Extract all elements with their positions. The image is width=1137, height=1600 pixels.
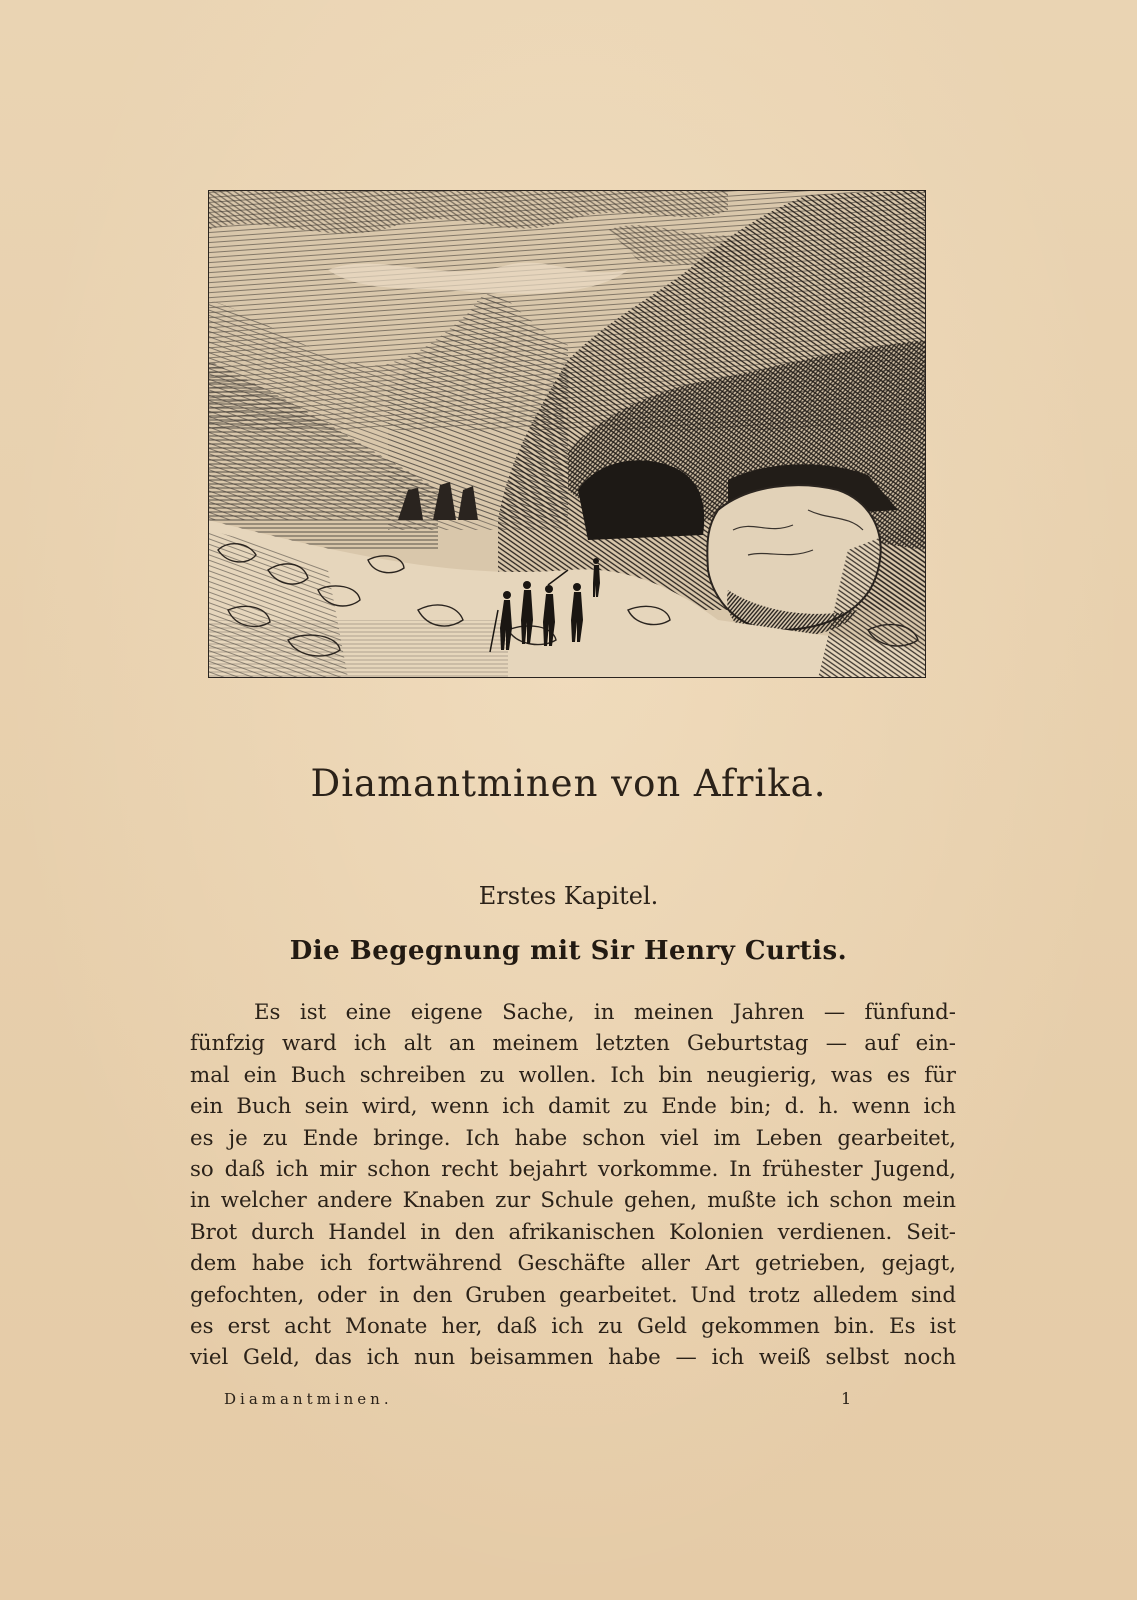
text-line: so daß ich mir schon recht bejahrt vorkomme. In frühester Jugend,: [190, 1156, 956, 1182]
body-paragraph: [190, 997, 956, 1374]
text-line: Brot durch Handel in den afrikanischen Kolonien verdienen. Seit-: [190, 1219, 956, 1245]
text-line: es erst acht Monate her, daß ich zu Geld gekommen bin. Es ist: [190, 1313, 956, 1339]
text-line: es je zu Ende bringe. Ich habe schon viel im Leben gearbeitet,: [190, 1125, 956, 1151]
text-line: gefochten, oder in den Gruben gearbeitet. Und trotz alledem sind: [190, 1282, 956, 1308]
text-line: ein Buch sein wird, wenn ich damit zu Ende bin; d. h. wenn ich: [190, 1094, 956, 1120]
text-line: dem habe ich fortwährend Geschäfte aller Art getrieben, gejagt,: [190, 1251, 956, 1277]
text-line: in welcher andere Knaben zur Schule gehen, mußte ich schon mein: [190, 1188, 956, 1214]
text-line: fünfzig ward ich alt an meinem letzten Geburtstag — auf ein-: [190, 1031, 956, 1057]
text-line: mal ein Buch schreiben zu wollen. Ich bin neugierig, was es für: [190, 1062, 956, 1088]
footer-signature: Diamantminen.: [224, 1390, 393, 1408]
chapter-label: Erstes Kapitel.: [478, 882, 659, 910]
book-title: Diamantminen von Afrika.: [310, 762, 827, 805]
chapter-title: Die Begegnung mit Sir Henry Curtis.: [289, 936, 848, 966]
page-number: 1: [841, 1389, 852, 1408]
mountain-engraving-illustration: [208, 190, 926, 678]
text-line: Es ist eine eigene Sache, in meinen Jahren — fünfund-: [254, 1000, 956, 1025]
text-line: viel Geld, das ich nun beisammen habe — ich weiß selbst noch: [190, 1345, 956, 1371]
